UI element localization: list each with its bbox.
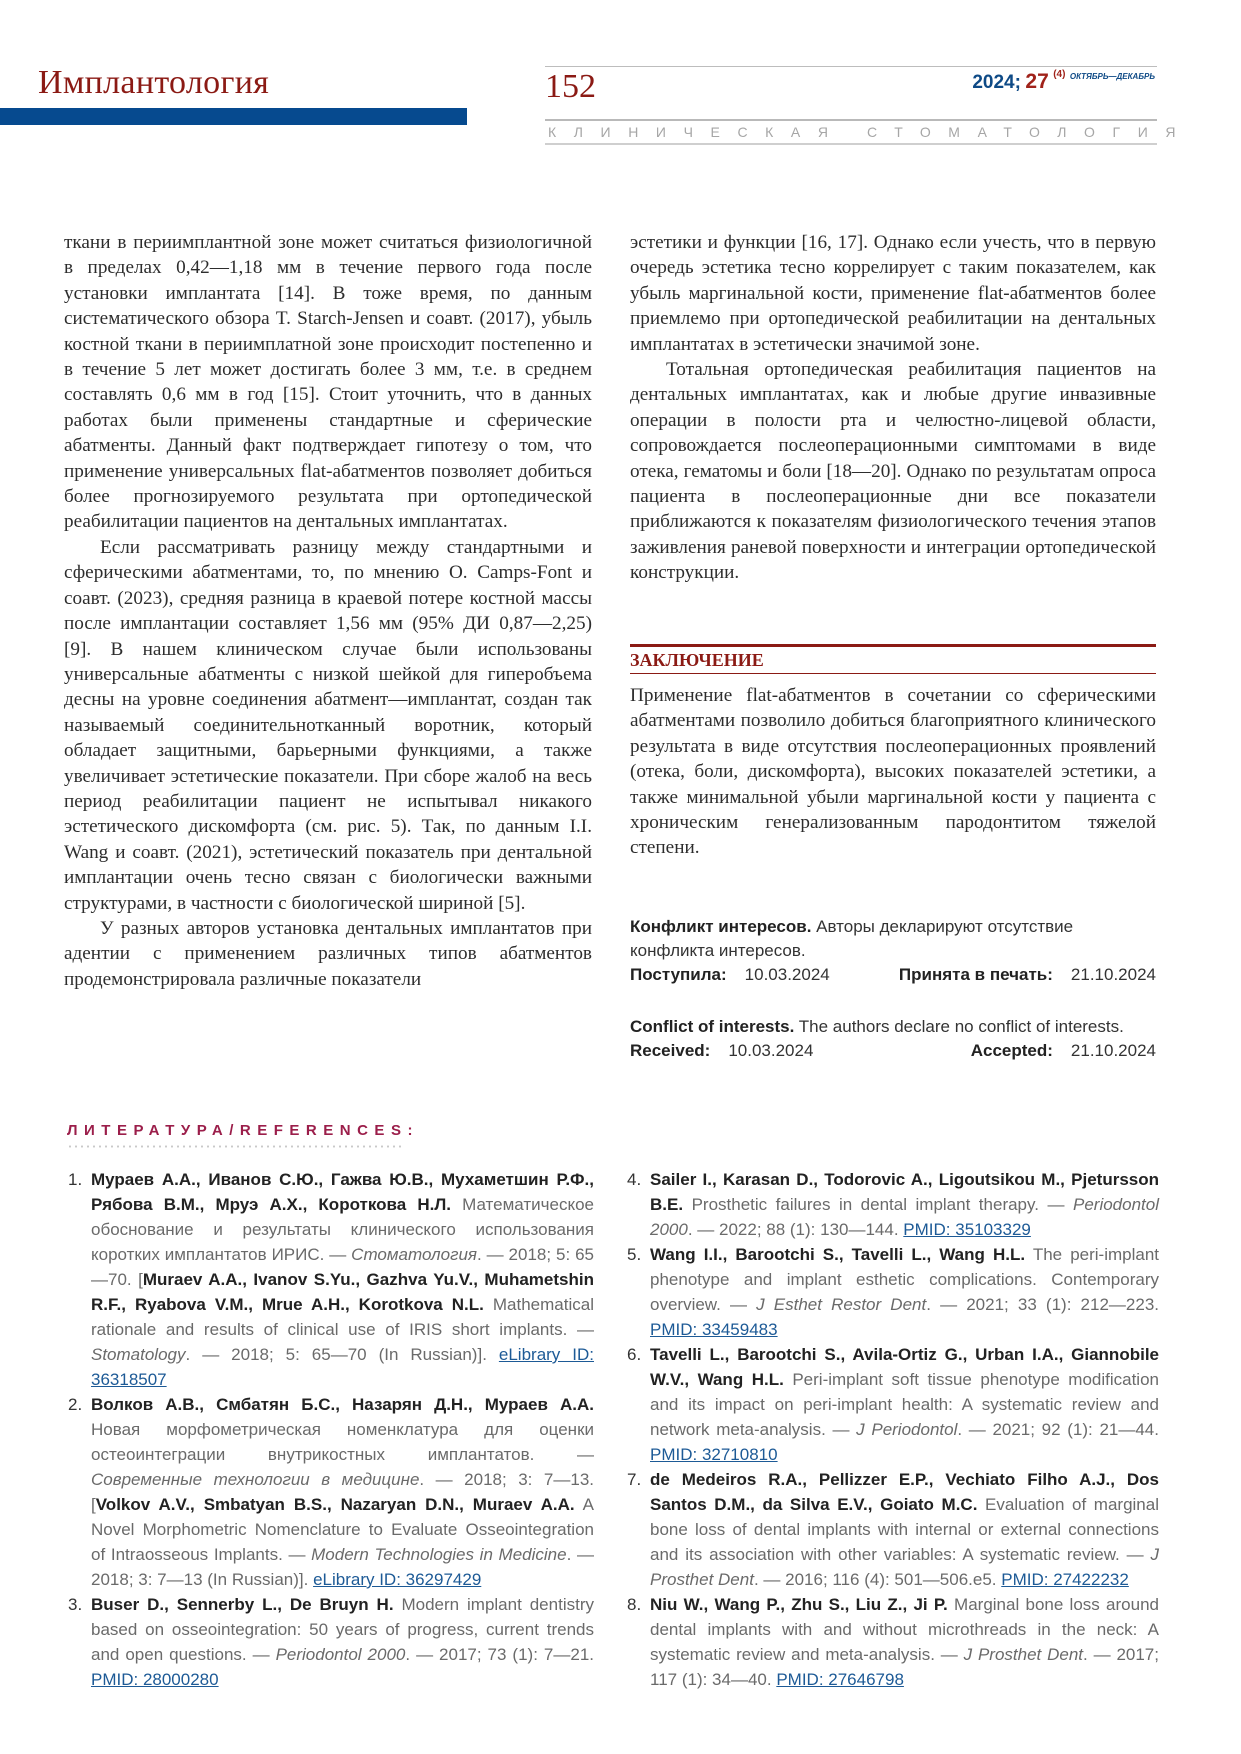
reference-authors: de Medeiros R.A., Pellizzer E.P., Vechiato Filho A.J., Dos Santos D.M., da Silva E.V., Goiato M.C. [650, 1470, 1159, 1514]
reference-text: . — 2017; 73 (1): 7—21. [405, 1645, 594, 1664]
reference-text: . — 2018; 3: 7—13. [ [91, 1470, 595, 1514]
body-paragraph: Тотальная ортопедическая реабилитация пациентов на дентальных имплантатах, как и любые другие инвазивные операции в полости рта и челюстно-лицевой области, сопровождается послеоперационными симптомами в виде отека, гематомы и боли [18—20]. Однако по результатам опроса пациента в послеоперационные дни все показатели приближаются к показателям физиологического течения этапов заживления раневой поверхности и интеграции ортопедической конструкции. [630, 359, 1156, 584]
reference-link[interactable]: PMID: 33459483 [650, 1320, 778, 1339]
reference-item [627, 1167, 1159, 1242]
issue-info [972, 70, 1155, 94]
conflict-text: Авторы декларируют отсутствие конфликта интересов. [630, 917, 1074, 960]
reference-item [627, 1592, 1159, 1692]
reference-link[interactable]: PMID: 32710810 [650, 1445, 778, 1464]
conclusion-paragraph: Применение flat-абатментов в сочетании со сферическими абатментами позволило добиться благоприятного клинического результата в виде отсутствия послеоперационных проявлений (отека, боли, дискомфорта), высоких показателей эстетики, а также минимальной убыли маргинальной кости у пациента с хроническим генерализованным пародонтитом тяжелой степени. [630, 685, 1156, 859]
received-label: Received: [630, 1041, 711, 1060]
reference-text: . — 2021; 92 (1): 21—44. [957, 1420, 1159, 1439]
reference-number: 5. [627, 1245, 642, 1264]
reference-link[interactable]: eLibrary ID: 36297429 [313, 1570, 482, 1589]
reference-text: . — 2017; 117 (1): 34—40. [650, 1645, 1159, 1689]
body-paragraph: У разных авторов установка дентальных имплантатов при адентии с применением различных типов абатментов продемонстрировала различные показатели [64, 917, 592, 990]
reference-journal: J Prosthet Dent [650, 1545, 1159, 1589]
reference-number: 2. [68, 1395, 83, 1414]
reference-authors: Sailer I., Karasan D., Todorovic A., Ligoutsikou M., Pjetursson B.E. [650, 1170, 1159, 1214]
reference-link[interactable]: eLibrary ID: 36318507 [91, 1345, 594, 1389]
reference-text: Peri-implant soft tissue phenotype modification and its impact on peri-implant health: A systematic review and network meta-analysis. — [650, 1370, 1159, 1439]
reference-number: 1. [68, 1170, 83, 1189]
reference-text: Modern implant dentistry based on osseointegration: 50 years of progress, current trends and open questions. — [91, 1595, 594, 1664]
body-paragraph: Если рассматривать разницу между стандартными и сферическими абатментами, то, по мнению O. Camps-Font и соавт. (2023), средняя разница в краевой потере костной массы после имплантации составляет 1,56 мм (95% ДИ 0,87—2,25) [9]. В нашем клиническом случае были использованы универсальные абатменты с низкой шейкой для гиперобъема десны на уровне соединения абатмент—имплантат, создан так называемый соединительнотканный воротник, который обладает защитными, барьерными функциями, а также увеличивает эстетические показатели. При сборе жалоб на весь период реабилитации пациент не испытывал никакого эстетического дискомфорта (см. рис. 5). Так, по данным I.I. Wang и соавт. (2021), эстетический показатель при дентальной имплантации очень тесно связан с биологически важными структурами, в частности с биологической шириной [5]. [64, 536, 592, 914]
received-label: Поступила: [630, 965, 727, 984]
references-column-left [68, 1167, 594, 1692]
issue-volume: 27 [1025, 70, 1049, 93]
reference-number: 8. [627, 1595, 642, 1614]
received-date: 10.03.2024 [728, 1041, 814, 1060]
reference-text: A Novel Morphometric Nomenclature to Evaluate Osseointegration of Intraosseous Implants. — [91, 1495, 594, 1564]
reference-authors: Volkov A.V., Smbatyan B.S., Nazaryan D.N., Muraev A.A. [95, 1495, 575, 1514]
conflict-label: Conflict of interests. [630, 1017, 795, 1036]
reference-text: Математическое обоснование и результаты клинического использования коротких имплантатов ИРИС. — [91, 1195, 595, 1264]
reference-journal: J Esthet Restor Dent [756, 1295, 927, 1314]
reference-text: Новая морфометрическая номенклатура для оценки остеоинтеграции внутрикостных имплантатов. — [91, 1420, 594, 1464]
conflict-statement-en [630, 1015, 1156, 1039]
reference-authors: Wang I.I., Barootchi S., Tavelli L., Wang H.L. [650, 1245, 1026, 1264]
reference-number: 4. [627, 1170, 642, 1189]
conclusion-rule [630, 644, 1156, 647]
body-column-right [630, 230, 1156, 586]
received-date: 10.03.2024 [744, 965, 830, 984]
reference-journal: J Prosthet Dent [963, 1645, 1084, 1664]
reference-item [68, 1392, 594, 1592]
accepted-label: Accepted: [970, 1041, 1053, 1060]
accepted-date: 21.10.2024 [1070, 1041, 1156, 1060]
article-meta-ru [630, 915, 1156, 987]
reference-text: The peri-implant phenotype and implant esthetic complications. Contemporary overview. — [650, 1245, 1160, 1314]
accepted-date: 21.10.2024 [1070, 965, 1156, 984]
reference-authors: Niu W., Wang P., Zhu S., Liu Z., Ji P. [650, 1595, 948, 1614]
reference-item [627, 1242, 1159, 1342]
header-divider [545, 143, 1157, 145]
reference-link[interactable]: PMID: 27646798 [776, 1670, 904, 1689]
page-number: 152 [545, 68, 596, 105]
reference-authors: Tavelli L., Barootchi S., Avila-Ortiz G., Urban I.A., Giannobile W.V., Wang H.L. [650, 1345, 1159, 1389]
reference-item [627, 1342, 1159, 1467]
reference-text: . — 2018; 5: 65—70. [ [91, 1245, 594, 1289]
conflict-statement-ru [630, 915, 1156, 963]
issue-number: (4) [1053, 69, 1066, 80]
reference-text: Marginal bone loss around dental implants with and without microthreads in the neck: A systematic review and meta-analysis. — [650, 1595, 1159, 1664]
reference-text: Prosthetic failures in dental implant therapy. — [683, 1195, 1073, 1214]
header-divider [545, 66, 1157, 67]
issue-year: 2024; [972, 72, 1021, 93]
references-heading: ЛИТЕРАТУРА/REFERENCES: [67, 1122, 419, 1139]
reference-authors: Buser D., Sennerby L., De Bruyn H. [91, 1595, 394, 1614]
reference-item [68, 1592, 594, 1692]
reference-item [627, 1467, 1159, 1592]
reference-text: . — 2018; 3: 7—13 (In Russian)]. [91, 1545, 594, 1589]
conclusion-underline [630, 673, 1156, 674]
reference-link[interactable]: PMID: 27422232 [1001, 1570, 1129, 1589]
reference-number: 6. [627, 1345, 642, 1364]
issue-months: ОКТЯБРЬ—ДЕКАБРЬ [1069, 72, 1155, 81]
reference-journal: Periodontol 2000 [275, 1645, 406, 1664]
body-paragraph: ткани в периимплантной зоне может считаться физиологичной в пределах 0,42—1,18 мм в течение первого года после установки имплантата [14]. В тоже время, по данным систематического обзора T. Starch-Jensen и соавт. (2017), убыль костной ткани в периимплатной зоне происходит постепенно и в течение 5 лет может достигать более 3 мм, т.е. в среднем составлять 0,6 мм в год [15]. Стоит уточнить, что в данных работах были применены стандартные и сферические абатменты. Данный факт подтверждает гипотезу о том, что применение универсальных flat-абатментов позволяет добиться более прогнозируемого результата при ортопедической реабилитации пациентов на дентальных имплантатах. [64, 232, 592, 533]
reference-link[interactable]: PMID: 28000280 [91, 1670, 219, 1689]
references-dotted-rule [67, 1145, 405, 1148]
reference-link[interactable]: PMID: 35103329 [903, 1220, 1031, 1239]
reference-journal: Стоматология [351, 1245, 477, 1264]
reference-number: 7. [627, 1470, 642, 1489]
reference-text: Mathematical rationale and results of clinical use of IRIS short implants. — [91, 1295, 594, 1339]
conflict-text: The authors declare no conflict of interests. [794, 1017, 1124, 1036]
reference-item [68, 1167, 594, 1392]
reference-authors: Волков А.В., Смбатян Б.С., Назарян Д.Н., Мураев А.А. [91, 1395, 594, 1414]
reference-text: Evaluation of marginal bone loss of dental implants with internal or external connections and its association with other variables: A systematic review. — [650, 1495, 1159, 1564]
body-column-left [64, 230, 592, 992]
reference-number: 3. [68, 1595, 83, 1614]
reference-authors: Мураев А.А., Иванов С.Ю., Гажва Ю.В., Мухаметшин Р.Ф., Рябова В.М., Мруэ А.Х., Короткова Н.Л. [91, 1170, 594, 1214]
reference-journal: Stomatology [91, 1345, 186, 1364]
section-color-bar [0, 108, 467, 125]
reference-authors: Muraev A.A., Ivanov S.Yu., Gazhva Yu.V., Muhametshin R.F., Ryabova V.M., Mrue A.H., Korotkova N.L. [91, 1270, 594, 1314]
dates-row-ru [630, 963, 1156, 987]
section-title: Имплантология [38, 64, 270, 101]
header-divider [545, 119, 1157, 121]
reference-journal: Periodontol 2000 [650, 1195, 1159, 1239]
conclusion-heading: ЗАКЛЮЧЕНИЕ [630, 650, 764, 670]
conclusion-text [630, 683, 1156, 861]
reference-text: . — 2021; 33 (1): 212—223. [926, 1295, 1160, 1314]
reference-journal: Modern Technologies in Medicine [311, 1545, 567, 1564]
reference-journal: J Periodontol [856, 1420, 958, 1439]
body-paragraph: эстетики и функции [16, 17]. Однако если учесть, что в первую очередь эстетика тесно коррелирует с таким показателем, как убыль маргинальной кости, применение flat-абатментов более приемлемо при ортопедической реабилитации на дентальных имплантатах в эстетически значимой зоне. [630, 232, 1156, 355]
accepted-label: Принята в печать: [898, 965, 1053, 984]
reference-text: . — 2022; 88 (1): 130—144. [687, 1220, 904, 1239]
reference-text: . — 2016; 116 (4): 501—506.e5. [753, 1570, 1002, 1589]
article-meta-en [630, 1015, 1156, 1063]
references-column-right [627, 1167, 1159, 1692]
conflict-label: Конфликт интересов. [630, 917, 812, 936]
dates-row-en [630, 1039, 1156, 1063]
journal-name: КЛИНИЧЕСКАЯ СТОМАТОЛОГИЯ [548, 124, 1194, 140]
reference-journal: Современные технологии в медицине [91, 1470, 420, 1489]
reference-text: . — 2018; 5: 65—70 (In Russian)]. [185, 1345, 499, 1364]
